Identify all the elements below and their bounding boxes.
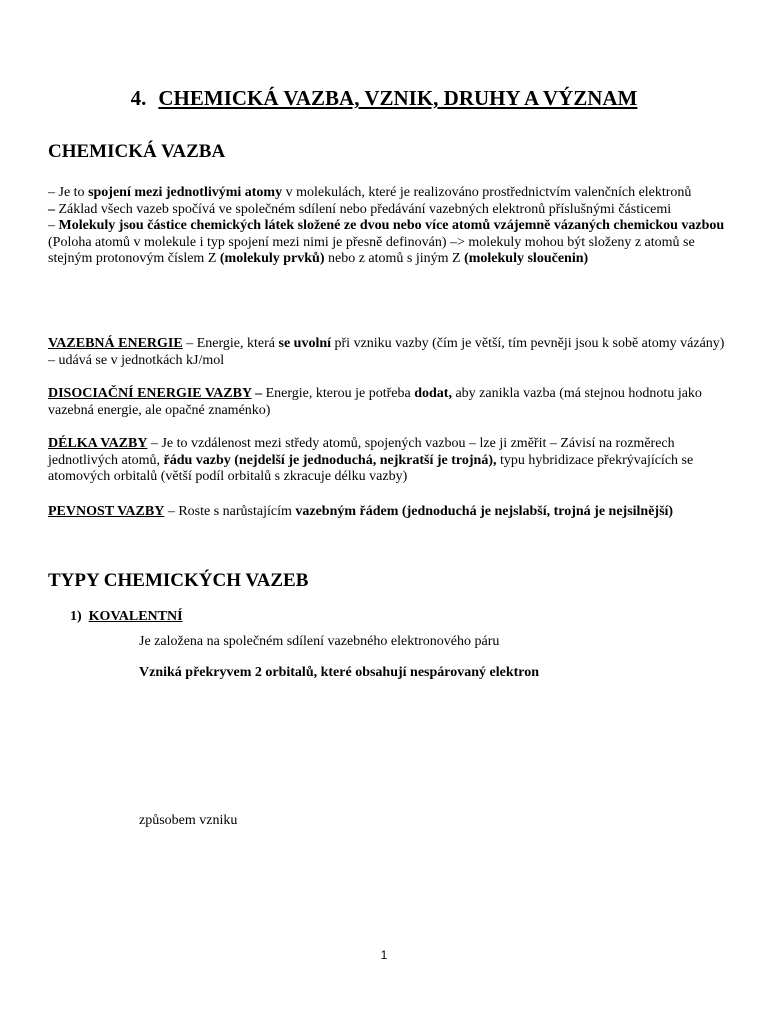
term-bond-length: DÉLKA VAZBY [48, 436, 148, 451]
term-bond-strength: PEVNOST VAZBY [48, 504, 165, 519]
bullet-text: Je založena na společném sdílení vazebného elektronového páru [139, 634, 500, 649]
paragraph-definition: – Je to spojení mezi jednotlivými atomy v molekulách, které je realizováno prostřednictvím valenčních elektronů – Základ všech vazeb spočívá ve společném sdílení nebo předávání vazebných elektronů příslušnými částicemi – Molekuly jsou částice chemických látek složené ze dvou nebo více atomů vzájemně vázaných chemickou vazbou (Poloha atomů v molekule i typ spojení mezi nimi je přesně definován) –> molekuly mohou být složeny z atomů se stejným protonovým číslem Z (molekuly prvků) nebo z atomů s jiným Z (molekuly sloučenin) [48, 185, 725, 266]
document-title [0, 86, 768, 111]
paragraph-bond-strength: PEVNOST VAZBY – Roste s narůstajícím vazebným řádem (jednoduchá je nejslabší, trojná je nejsilnější) [48, 504, 674, 519]
bullet-text: Vzniká překryvem 2 orbitalů, které obsahují nespárovaný elektron [139, 665, 540, 680]
list-item-covalent [70, 609, 183, 625]
section-heading-chemical-bond: CHEMICKÁ VAZBA [48, 141, 226, 162]
list-label-covalent: KOVALENTNÍ [88, 609, 183, 624]
term-bond-energy: VAZEBNÁ ENERGIE [48, 336, 183, 351]
bullet-item [117, 813, 237, 829]
term-dissociation-energy: DISOCIAČNÍ ENERGIE VAZBY [48, 386, 252, 401]
bullet-item [117, 634, 499, 650]
page-number: 1 [380, 948, 388, 962]
title-text: CHEMICKÁ VAZBA, VZNIK, DRUHY A VÝZNAM [158, 86, 638, 110]
bullet-item [117, 665, 539, 681]
section-heading-bond-types: TYPY CHEMICKÝCH VAZEB [48, 570, 309, 591]
paragraph-dissociation-energy: DISOCIAČNÍ ENERGIE VAZBY – Energie, kterou je potřeba dodat, aby zanikla vazba (má stejnou hodnotu jako vazebná energie, ale opačné znaménko) [48, 386, 702, 418]
list-number: 1) [70, 609, 82, 624]
paragraph-bond-length: DÉLKA VAZBY – Je to vzdálenost mezi středy atomů, spojených vazbou – lze ji změřit – Závisí na rozměrech jednotlivých atomů, řádu vazby (nejdelší je jednoduchá, nejkratší je trojná), typu hybridizace překrývajících se atomových orbitalů (větší podíl orbitalů s zkracuje délku vazby) [48, 436, 694, 484]
title-number: 4. [130, 86, 147, 110]
paragraph-bond-energy: VAZEBNÁ ENERGIE – Energie, která se uvolní při vzniku vazby (čím je větší, tím pevněji jsou k sobě atomy vázány) – udává se v jednotkách kJ/mol [48, 336, 725, 368]
bullet-text: způsobem vzniku [139, 813, 238, 828]
